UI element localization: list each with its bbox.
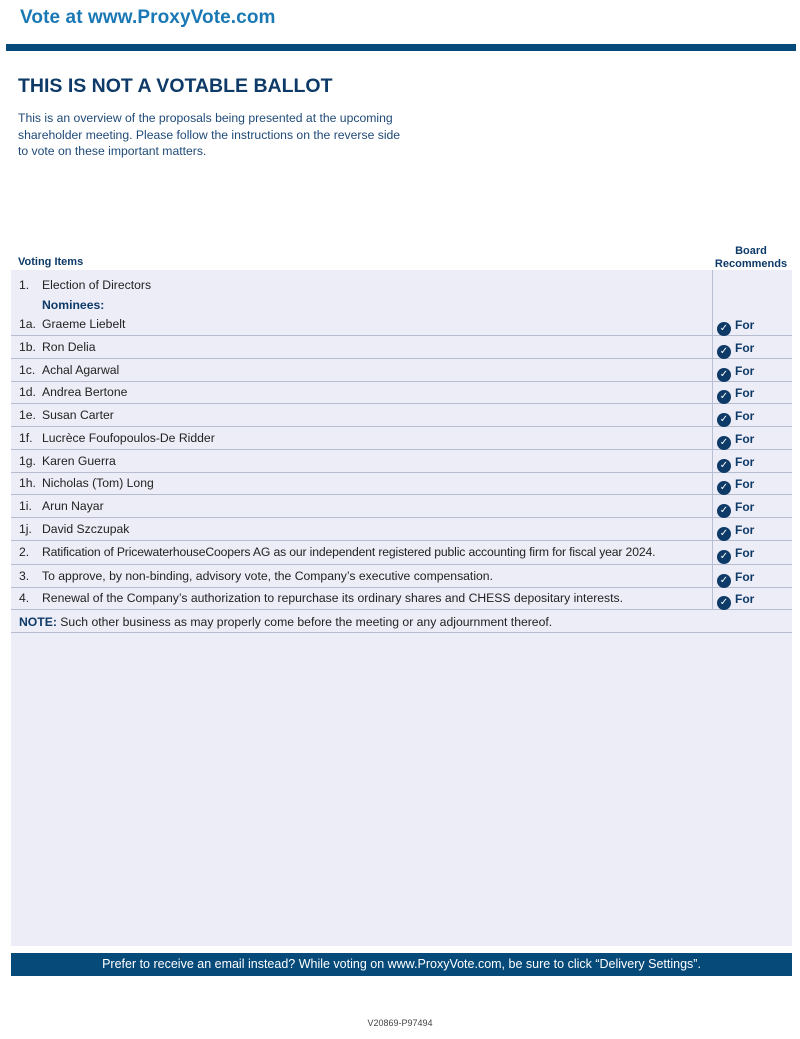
check-icon: ✓	[717, 596, 731, 610]
check-icon: ✓	[717, 504, 731, 518]
item-text: To approve, by non-binding, advisory vote, the Company’s executive compensation.	[42, 569, 493, 583]
item-number: 4.	[19, 591, 30, 605]
item-number: 1h.	[19, 476, 36, 490]
recommendation: ✓ For	[717, 432, 754, 450]
item-text: Karen Guerra	[42, 454, 116, 468]
item-text: Renewal of the Company’s authorization to repurchase its ordinary shares and CHESS depositary interests.	[42, 591, 624, 605]
check-icon: ✓	[717, 368, 731, 382]
check-icon: ✓	[717, 481, 731, 495]
recommendation: ✓ For	[717, 364, 754, 382]
item-number: 1f.	[19, 431, 33, 445]
document-code: V20869-P97494	[367, 1018, 433, 1028]
table-row	[11, 565, 792, 588]
item-number: 2.	[19, 545, 30, 559]
voting-items-header: Voting Items	[18, 256, 84, 268]
item-text: Ratification of PricewaterhouseCoopers AG as our independent registered public accounting firm for fiscal year 2024.	[42, 545, 656, 559]
recommendation: ✓ For	[717, 546, 754, 564]
table-row	[11, 359, 792, 382]
table-row	[11, 404, 792, 427]
check-icon: ✓	[717, 550, 731, 564]
item-number: 3.	[19, 569, 30, 583]
table-row	[11, 473, 792, 495]
table-row	[11, 336, 792, 359]
item-text: Election of Directors	[42, 278, 152, 292]
check-icon: ✓	[717, 390, 731, 404]
item-text: David Szczupak	[42, 522, 130, 536]
intro-text: This is an overview of the proposals being presented at the upcoming shareholder meeting. Please follow the instructions on the reverse side to vote on these important matters.	[18, 111, 401, 158]
item-text: Andrea Bertone	[42, 385, 128, 399]
item-number: 1.	[19, 278, 30, 292]
table-row	[11, 270, 792, 336]
check-icon: ✓	[717, 436, 731, 450]
recommendation: ✓ For	[717, 409, 754, 427]
item-text: Lucrèce Foufopoulos-De Ridder	[42, 431, 215, 445]
table-row	[11, 427, 792, 450]
recommendation: ✓ For	[717, 386, 754, 404]
item-number: 1a.	[19, 317, 36, 331]
item-text: Arun Nayar	[42, 499, 104, 513]
item-text: Nicholas (Tom) Long	[42, 476, 154, 490]
recommendation: ✓ For	[717, 455, 754, 473]
recommendation: ✓ For	[717, 523, 754, 541]
table-row	[11, 382, 792, 404]
nominees-label: Nominees:	[42, 298, 105, 312]
item-number: 1d.	[19, 385, 36, 399]
item-text: Graeme Liebelt	[42, 317, 126, 331]
recommendation: ✓ For	[717, 341, 754, 359]
item-number: 1c.	[19, 363, 36, 377]
note-label: NOTE:	[19, 615, 57, 629]
header-rule	[6, 44, 796, 51]
table-row	[11, 450, 792, 473]
note-row	[11, 610, 792, 633]
item-number: 1j.	[19, 522, 32, 536]
check-icon: ✓	[717, 322, 731, 336]
item-number: 1g.	[19, 454, 36, 468]
check-icon: ✓	[717, 574, 731, 588]
board-recommends-header: Board Recommends	[714, 245, 788, 270]
page-title: THIS IS NOT A VOTABLE BALLOT	[18, 75, 333, 97]
item-number: 1b.	[19, 340, 36, 354]
check-icon: ✓	[717, 345, 731, 359]
table-row	[11, 541, 792, 565]
item-number: 1e.	[19, 408, 36, 422]
note-text: Such other business as may properly come before the meeting or any adjournment thereof.	[56, 615, 553, 629]
site-title: Vote at www.ProxyVote.com	[20, 7, 276, 28]
check-icon: ✓	[717, 413, 731, 427]
recommendation: ✓ For	[717, 570, 754, 588]
table-row	[11, 495, 792, 518]
item-text: Ron Delia	[42, 340, 96, 354]
recommendation: ✓ For	[717, 477, 754, 495]
footer-banner: Prefer to receive an email instead? While voting on www.ProxyVote.com, be sure to click “Delivery Settings”.	[11, 953, 792, 976]
table-row	[11, 518, 792, 541]
recommendation: ✓ For	[717, 592, 754, 610]
check-icon: ✓	[717, 459, 731, 473]
check-icon: ✓	[717, 527, 731, 541]
item-number: 1i.	[19, 499, 32, 513]
recommendation: ✓ For	[717, 500, 754, 518]
item-text: Achal Agarwal	[42, 363, 120, 377]
recommendation: ✓ For	[717, 318, 754, 336]
table-row	[11, 588, 792, 610]
item-text: Susan Carter	[42, 408, 114, 422]
